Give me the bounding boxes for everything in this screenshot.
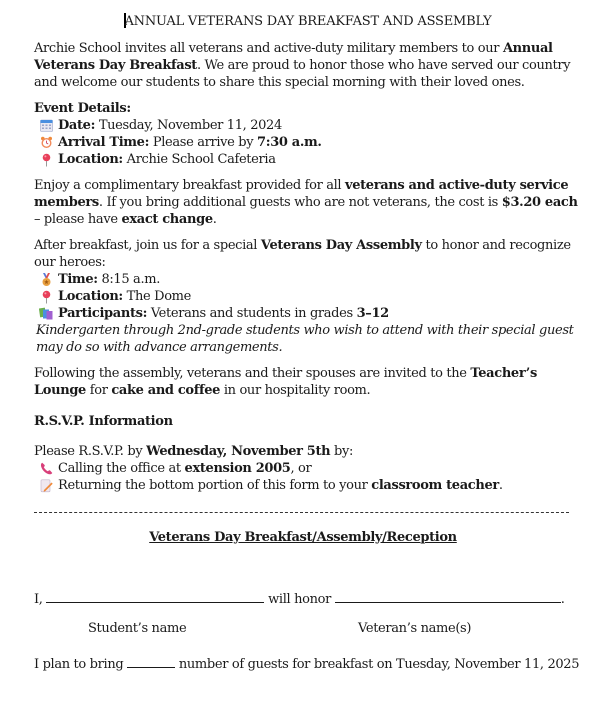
form-text: number of guests for breakfast on Tuesday, November 11, 2025 [175, 657, 580, 672]
event-details-section [34, 100, 582, 168]
assembly-item-participants [34, 305, 582, 322]
time-label: Time: [58, 272, 98, 287]
form-text: I plan to bring [34, 657, 128, 672]
detail-item-location [34, 151, 582, 168]
location-label: Location: [58, 289, 123, 304]
breakfast-bold: veterans and active-duty service members [34, 178, 569, 210]
rsvp-item-phone [34, 460, 582, 477]
assembly-intro [34, 237, 582, 271]
rsvp-item-form [34, 477, 582, 494]
veteran-name-field[interactable] [335, 590, 561, 603]
rsvp-deadline: Wednesday, November 5th [146, 444, 331, 459]
document-title [34, 13, 582, 31]
detail-item-arrival-time [34, 134, 582, 151]
location-value: Archie School Cafeteria [122, 152, 276, 167]
arrival-label: Arrival Time: [58, 135, 150, 150]
phone-icon [39, 462, 53, 476]
title-text: ANNUAL VETERANS DAY BREAKFAST AND ASSEMBLY [124, 14, 492, 29]
document-page [34, 13, 582, 673]
rsvp-text: Please R.S.V.P. by [34, 444, 147, 459]
assembly-text: After breakfast, join us for a special [34, 238, 261, 253]
intro-paragraph [34, 40, 582, 91]
reception-paragraph [34, 365, 582, 399]
event-details-heading [34, 100, 582, 117]
extension-number: extension 2005 [184, 461, 291, 476]
arrival-value: Please arrive by [149, 135, 258, 150]
intro-text: . We are proud to honor those who have served our country and welcome our students to share this special morning with their loved ones. [34, 58, 571, 90]
rsvp-intro [34, 443, 582, 460]
reception-bold: cake and coffee [111, 383, 221, 398]
veteran-name-label: Veteran’s name(s) [358, 621, 472, 636]
student-name-field[interactable] [46, 590, 264, 603]
heading-text: Event Details: [34, 101, 131, 116]
form-text: I, [34, 592, 47, 607]
pin-icon [39, 290, 53, 304]
pin-icon [39, 153, 53, 167]
intro-bold: Annual Veterans Day Breakfast [34, 41, 553, 73]
memo-icon [39, 479, 53, 493]
guest-count-field[interactable] [127, 655, 175, 668]
rsvp-section [34, 443, 582, 494]
cut-line-divider [34, 512, 569, 530]
field-labels [34, 620, 582, 640]
student-name-label: Student’s name [88, 621, 187, 636]
alarm-clock-icon [39, 136, 53, 150]
form-text: . [560, 592, 565, 607]
participants-value: Veterans and students in grades [147, 306, 357, 321]
date-label: Date: [58, 118, 96, 133]
breakfast-paragraph [34, 177, 582, 228]
rsvp-item-text: , or [290, 461, 312, 476]
medal-icon [39, 273, 53, 287]
books-icon [39, 307, 53, 321]
rsvp-item-text: Returning the bottom portion of this form to your [58, 478, 372, 493]
breakfast-bold: exact change [121, 212, 213, 227]
assembly-bold: Veterans Day Assembly [260, 238, 422, 253]
note-text: Kindergarten through 2nd-grade students who wish to attend with their special guest may do so with advance arrangements. [36, 323, 574, 355]
detail-item-date [34, 117, 582, 134]
breakfast-text: . If you bring additional guests who are not veterans, the cost is [98, 195, 502, 210]
location-label: Location: [58, 152, 123, 167]
date-value: Tuesday, November 11, 2024 [95, 118, 282, 133]
assembly-item-location [34, 288, 582, 305]
guest-count-line [34, 655, 582, 673]
cost-value: $3.20 each [501, 195, 578, 210]
rsvp-heading [34, 413, 582, 430]
reception-text: in our hospitality room. [220, 383, 371, 398]
assembly-section [34, 237, 582, 356]
kindergarten-note [34, 322, 582, 356]
reception-bold: Teacher’s Lounge [34, 366, 537, 398]
form-title: Veterans Day Breakfast/Assembly/Reception [149, 530, 457, 545]
time-value: 8:15 a.m. [97, 272, 161, 287]
assembly-text: to honor and recognize our heroes: [34, 238, 571, 270]
rsvp-item-text: . [498, 478, 503, 493]
breakfast-text: Enjoy a complimentary breakfast provided for all [34, 178, 346, 193]
reception-text: Following the assembly, veterans and their spouses are invited to the [34, 366, 471, 381]
grades-value: 3–12 [356, 306, 389, 321]
form-text: will honor [264, 592, 335, 607]
classroom-teacher: classroom teacher [371, 478, 499, 493]
breakfast-text: – please have [34, 212, 122, 227]
rsvp-text: by: [330, 444, 354, 459]
honor-line [34, 590, 582, 610]
breakfast-text: . [212, 212, 217, 227]
rsvp-item-text: Calling the office at [58, 461, 185, 476]
assembly-item-time [34, 271, 582, 288]
calendar-icon [39, 119, 53, 133]
participants-label: Participants: [58, 306, 148, 321]
location-value: The Dome [122, 289, 191, 304]
intro-text: Archie School invites all veterans and active-duty military members to our [34, 41, 503, 56]
arrival-time-bold: 7:30 a.m. [257, 135, 322, 150]
heading-text: R.S.V.P. Information [34, 414, 173, 429]
reception-text: for [85, 383, 112, 398]
